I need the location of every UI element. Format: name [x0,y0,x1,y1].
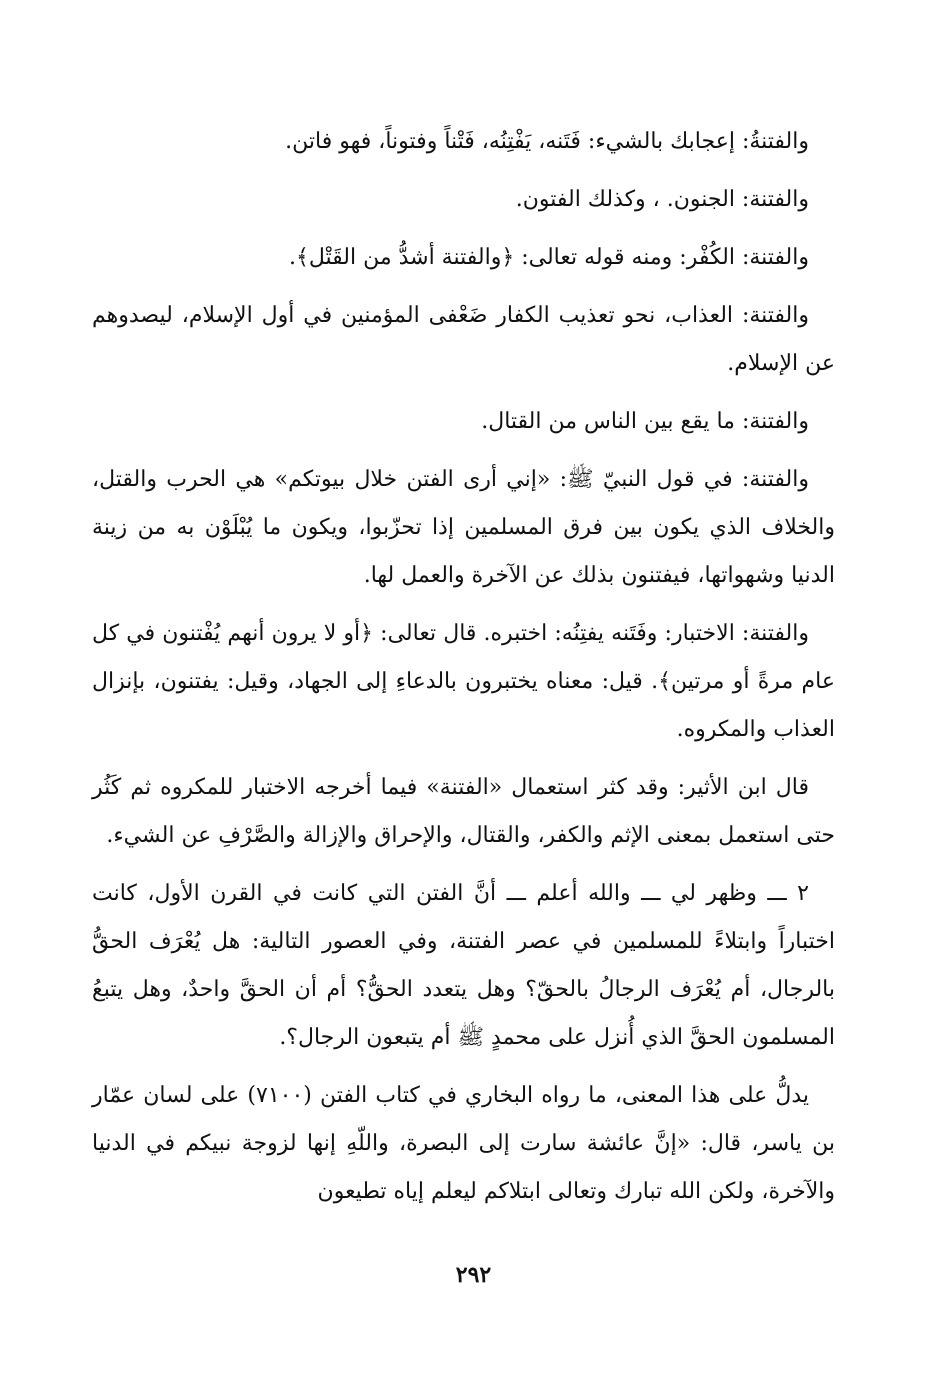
paragraph-fitna-test: والفتنة: الاختبار: وفَتَنه يفتِنُه: اختبره. قال تعالى: ﴿أو لا يرون أنهم يُفْتنون في كل عام مرةً أو مرتين﴾. قيل: معناه يختبرون بالدعاءِ إلى الجهاد، وقيل: يفتنون، بإنزال العذاب والمكروه. [92,621,835,742]
paragraph-fitna-admiration: والفتنةُ: إعجابك بالشيء: فَتَنه، يَفْتِنُه، فَتْناً وفتوناً، فهو فاتن. [285,129,809,154]
paragraph-fitna-fighting: والفتنة: ما يقع بين الناس من القتال. [481,409,809,434]
paragraph-fitna-torment: والفتنة: العذاب، نحو تعذيب الكفار ضَعْفى المؤمنين في أول الإسلام، ليصدوهم عن الإسلام. [92,303,835,376]
body-text [92,118,835,1226]
paragraph-ibn-al-athir: قال ابن الأثير: وقد كثر استعمال «الفتنة» فيما أخرجه الاختبار للمكروه ثم كَثُر حتى استعمل بمعنى الإثم والكفر، والقتال، والإحراق والإزالة والصَّرْفِ عن الشيء. [92,775,835,848]
paragraph-fitna-hadith: والفتنة: في قول النبيّ ﷺ: «إني أرى الفتن خلال بيوتكم» هي الحرب والقتل، والخلاف الذي يكون بين فرق المسلمين إذا تحزّبوا، ويكون ما يُبْلَوْن به من زينة الدنيا وشهواتها، فيفتنون بذلك عن الآخرة والعمل لها. [92,467,835,588]
paragraph-fitna-madness: والفتنة: الجنون. ، وكذلك الفتون. [515,187,809,212]
paragraph-fitna-disbelief: والفتنة: الكُفْر: ومنه قوله تعالى: ﴿والفتنة أشدُّ من القَتْل﴾. [288,245,809,270]
paragraph-point-two: ٢ ـــ وظهر لي ـــ والله أعلم ـــ أنَّ الفتن التي كانت في القرن الأول، كانت اختباراً وابتلاءً للمسلمين في عصر الفتنة، وفي العصور التالية: هل يُعْرَف الحقُّ بالرجال، أم يُعْرَف الرجالُ بالحقّ؟ وهل يتعدد الحقُّ؟ أم أن الحقَّ واحدٌ، وهل يتبعُ المسلمون الحقَّ الذي أُنزل على محمدٍ ﷺ أم يتبعون الرجال؟. [92,881,835,1050]
page-number: ٢٩٢ [455,1262,492,1288]
paragraph-bukhari-narration: يدلُّ على هذا المعنى، ما رواه البخاري في كتاب الفتن (٧١٠٠) على لسان عمّار بن ياسر، قال: «إنَّ عائشة سارت إلى البصرة، واللّهِ إنها لزوجة نبيكم في الدنيا والآخرة، ولكن الله تبارك وتعالى ابتلاكم ليعلم إياه تطيعون [92,1083,835,1204]
